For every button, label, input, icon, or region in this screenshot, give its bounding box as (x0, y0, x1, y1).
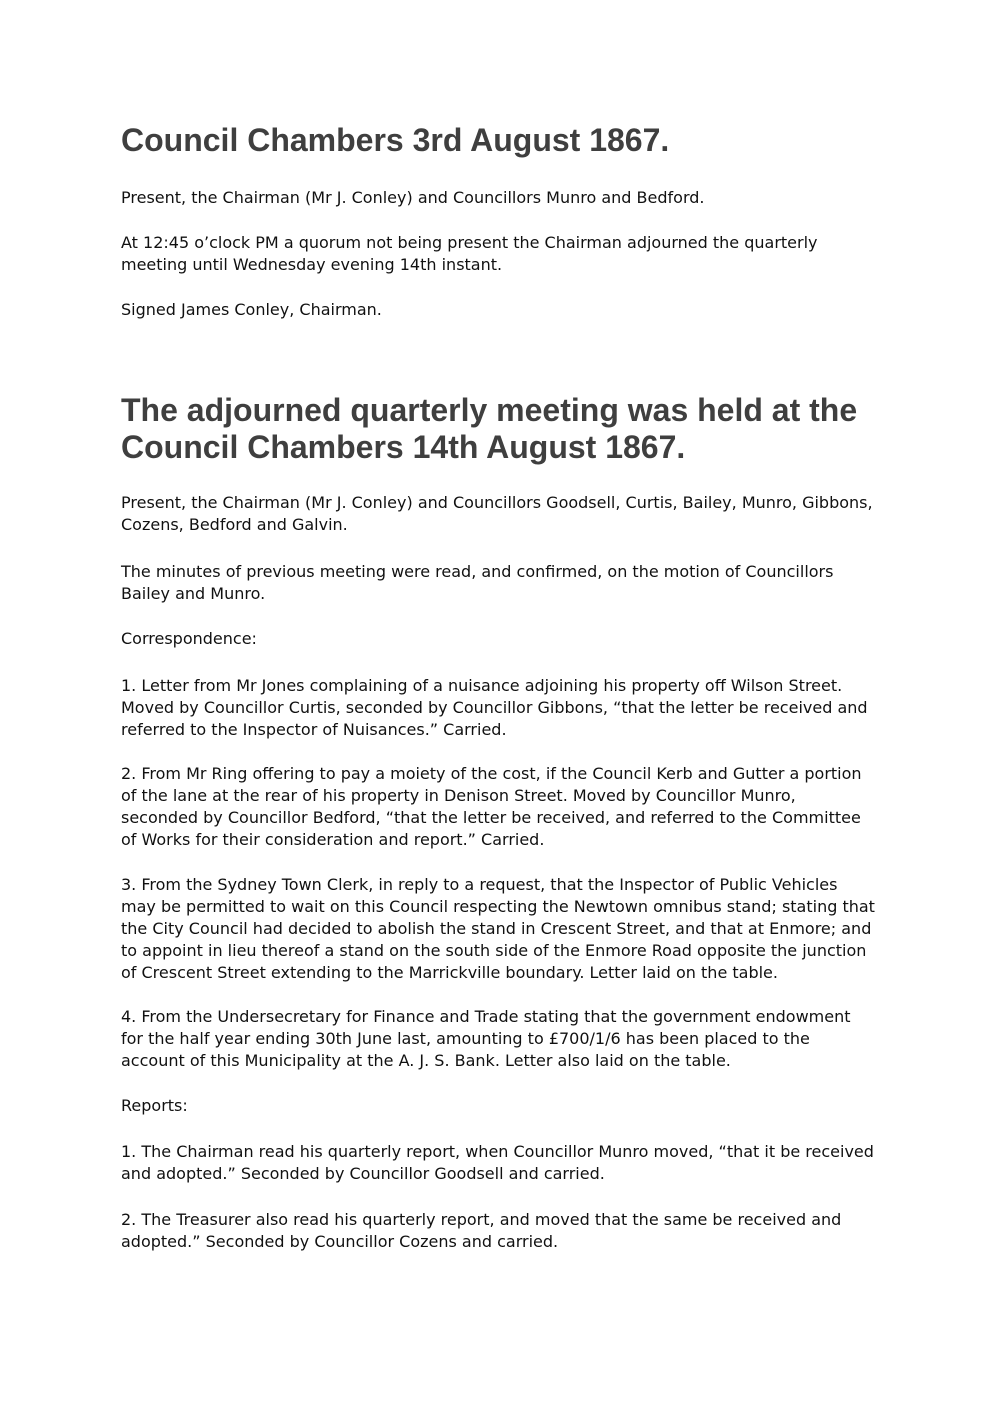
report-item-1: 1. The Chairman read his quarterly report, when Councillor Munro moved, “that it be received and adopted.” Seconded by Councillor Goodsell and carried. (121, 1142, 874, 1183)
correspondence-item-1: 1. Letter from Mr Jones complaining of a nuisance adjoining his property off Wilson Street. Moved by Councillor Curtis, seconded by Councillor Gibbons, “that the letter be received and referred to the Inspector of Nuisances.” Carried. (121, 676, 868, 739)
section2-minutes: The minutes of previous meeting were read, and confirmed, on the motion of Councillors Bailey and Munro. (121, 562, 834, 603)
section2-heading: The adjourned quarterly meeting was held at the Council Chambers 14th August 1867. (121, 392, 858, 465)
correspondence-item-4: 4. From the Undersecretary for Finance and Trade stating that the government endowment for the half year ending 30th June last, amounting to £700/1/6 has been placed to the account of this Municipality at the A. J. S. Bank. Letter also laid on the table. (121, 1007, 851, 1070)
section1-present: Present, the Chairman (Mr J. Conley) and Councillors Munro and Bedford. (121, 188, 705, 207)
correspondence-heading: Correspondence: (121, 629, 257, 648)
section1-signature: Signed James Conley, Chairman. (121, 300, 382, 319)
correspondence-item-3: 3. From the Sydney Town Clerk, in reply to a request, that the Inspector of Public Vehicles may be permitted to wait on this Council respecting the Newtown omnibus stand; stating that the City Council had decided to abolish the stand in Crescent Street, and that at Enmore; and to appoint in lieu thereof a stand on the south side of the Enmore Road opposite the junction of Crescent Street extending to the Marrickville boundary. Letter laid on the table. (121, 875, 875, 982)
section2-present: Present, the Chairman (Mr J. Conley) and Councillors Goodsell, Curtis, Bailey, Munro, Gibbons, Cozens, Bedford and Galvin. (121, 493, 873, 534)
reports-heading: Reports: (121, 1096, 188, 1115)
report-item-2: 2. The Treasurer also read his quarterly report, and moved that the same be received and adopted.” Seconded by Councillor Cozens and carried. (121, 1210, 842, 1251)
section1-heading: Council Chambers 3rd August 1867. (121, 122, 670, 158)
document-page (121, 0, 881, 1414)
section1-quorum: At 12:45 o’clock PM a quorum not being present the Chairman adjourned the quarterly meeting until Wednesday evening 14th instant. (121, 233, 818, 274)
correspondence-item-2: 2. From Mr Ring offering to pay a moiety of the cost, if the Council Kerb and Gutter a portion of the lane at the rear of his property in Denison Street. Moved by Councillor Munro, seconded by Councillor Bedford, “that the letter be received, and referred to the Committee of Works for their consideration and report.” Carried. (121, 764, 862, 849)
